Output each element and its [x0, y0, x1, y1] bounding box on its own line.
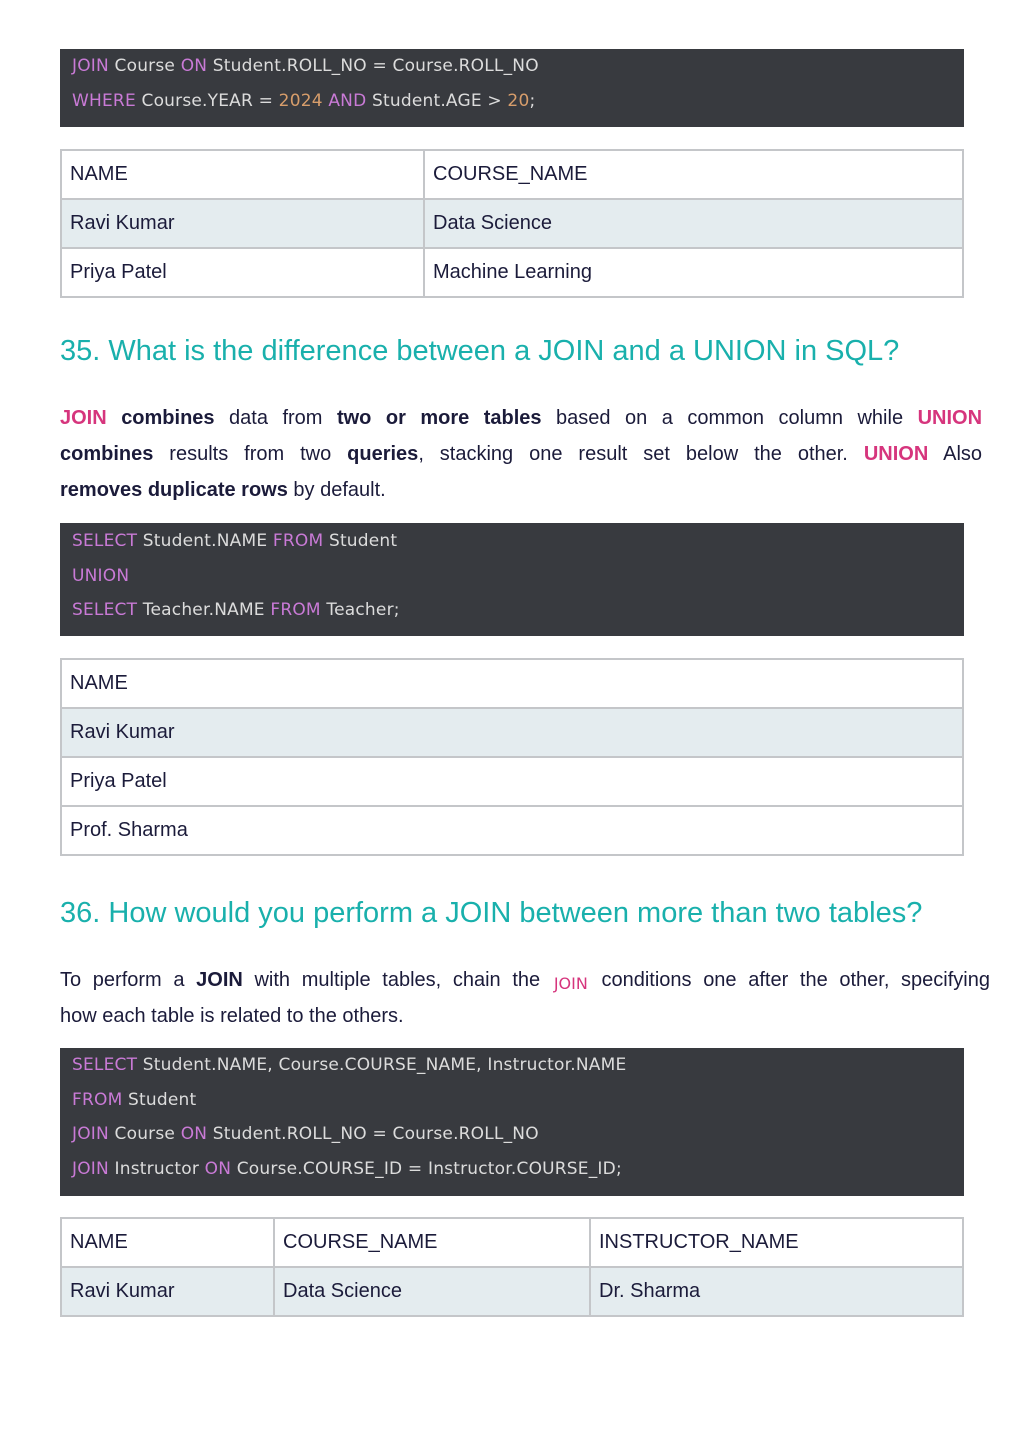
table-row [61, 708, 963, 757]
table-header-cell: NAME [61, 1218, 274, 1267]
table-row [61, 1267, 963, 1316]
sql-keyword: AND [322, 90, 367, 111]
table-row [61, 199, 963, 248]
table-cell: Dr. Sharma [590, 1267, 963, 1316]
keyword-highlight: UNION [863, 443, 929, 465]
sql-keyword: FROM [72, 1089, 123, 1110]
paragraph-text: conditions one after the other, specifying [589, 969, 990, 991]
sql-keyword: JOIN [72, 1124, 109, 1144]
code-line [72, 593, 952, 628]
code-text: Teacher; [320, 600, 400, 620]
paragraph-line [60, 400, 982, 436]
section-heading-36: 36. How would you perform a JOIN between more than two tables? [60, 897, 923, 929]
code-block-join-where [60, 49, 964, 127]
code-text: Student [323, 531, 398, 551]
table-cell: Priya Patel [61, 248, 424, 297]
code-block-union [60, 523, 964, 636]
section-heading-35: 35. What is the difference between a JOIN and a UNION in SQL? [60, 335, 900, 367]
code-text: Course [108, 56, 181, 76]
sql-keyword: FROM [272, 531, 324, 551]
table-cell: Prof. Sharma [61, 806, 963, 855]
keyword-highlight: UNION [917, 407, 983, 429]
bold-text: two or more tables [336, 407, 542, 429]
result-table-multi-join [60, 1217, 964, 1317]
code-line [72, 1117, 952, 1152]
inline-code: JOIN [553, 974, 588, 993]
table-header-cell: COURSE_NAME [274, 1218, 590, 1267]
paragraph-line [60, 998, 990, 1034]
table-cell: Ravi Kumar [61, 1267, 274, 1316]
table-cell: Ravi Kumar [61, 708, 963, 757]
table-header-row [61, 659, 963, 708]
code-line [72, 84, 952, 119]
paragraph-line [60, 436, 982, 472]
keyword-highlight: JOIN [60, 407, 107, 429]
code-text: Teacher.NAME [137, 600, 271, 620]
code-text: Course [108, 1124, 181, 1144]
paragraph-text: by default. [287, 479, 386, 501]
paragraph-line [60, 472, 982, 508]
bold-text: removes duplicate rows [60, 479, 288, 501]
sql-keyword: SELECT [72, 531, 138, 551]
sql-number: 2024 [278, 90, 323, 111]
sql-keyword: ON [180, 56, 208, 76]
code-text: Student.NAME, Course.COURSE_NAME, Instructor.NAME [137, 1055, 627, 1075]
code-block-multi-join [60, 1048, 964, 1196]
table-cell: Data Science [274, 1267, 590, 1316]
table-header-cell: NAME [61, 150, 424, 199]
sql-keyword: JOIN [72, 56, 109, 76]
table-row [61, 806, 963, 855]
table-cell: Priya Patel [61, 757, 963, 806]
paragraph-text: Also [928, 443, 983, 465]
code-text: Course.YEAR = [135, 90, 279, 111]
paragraph-text [107, 407, 122, 429]
code-text: Student.NAME [137, 531, 273, 551]
paragraph-text: To perform a [60, 969, 197, 991]
paragraph-text: results from two [153, 443, 348, 465]
table-cell: Data Science [424, 199, 963, 248]
paragraph-text: data from [214, 407, 337, 429]
sql-number: 20 [507, 90, 530, 111]
table-header-row [61, 1218, 963, 1267]
sql-keyword: WHERE [72, 90, 136, 111]
code-text: Student.ROLL_NO = Course.ROLL_NO [207, 1124, 539, 1144]
table-header-cell: INSTRUCTOR_NAME [590, 1218, 963, 1267]
code-line [72, 524, 952, 559]
sql-keyword: JOIN [72, 1158, 109, 1179]
bold-text: JOIN [196, 969, 243, 991]
code-text: Student.AGE > [366, 90, 508, 111]
sql-keyword: FROM [270, 600, 321, 620]
paragraph-text: , stacking one result set below the other. [418, 443, 864, 465]
code-text: Instructor [108, 1158, 205, 1179]
table-row [61, 757, 963, 806]
code-line [72, 559, 952, 594]
code-text: Course.COURSE_ID = Instructor.COURSE_ID; [231, 1158, 622, 1179]
code-line [72, 1152, 952, 1187]
table-header-row [61, 150, 963, 199]
table-row [61, 248, 963, 297]
sql-keyword: SELECT [72, 1055, 138, 1075]
sql-keyword: SELECT [72, 600, 138, 620]
table-header-cell: COURSE_NAME [424, 150, 963, 199]
table-cell: Ravi Kumar [61, 199, 424, 248]
paragraph-text: with multiple tables, chain the [242, 969, 552, 991]
result-table-join [60, 149, 964, 298]
bold-text: queries [347, 443, 419, 465]
paragraph-text: how each table is related to the others. [60, 1005, 404, 1027]
table-cell: Machine Learning [424, 248, 963, 297]
bold-text: combines [60, 443, 154, 465]
result-table-union [60, 658, 964, 856]
table-header-cell: NAME [61, 659, 963, 708]
code-line [72, 1048, 952, 1083]
code-text: Student [122, 1089, 197, 1110]
code-text: Student.ROLL_NO = Course.ROLL_NO [207, 56, 539, 76]
section-36-paragraph [60, 962, 990, 1034]
sql-keyword: UNION [72, 565, 130, 586]
paragraph-text: based on a common column while [541, 407, 918, 429]
code-line [72, 1083, 952, 1118]
sql-keyword: ON [180, 1124, 208, 1144]
paragraph-line [60, 962, 990, 998]
sql-keyword: ON [204, 1158, 232, 1179]
section-35-paragraph [60, 400, 982, 508]
bold-text: combines [121, 407, 215, 429]
code-line [72, 49, 952, 84]
code-text: ; [529, 90, 536, 111]
